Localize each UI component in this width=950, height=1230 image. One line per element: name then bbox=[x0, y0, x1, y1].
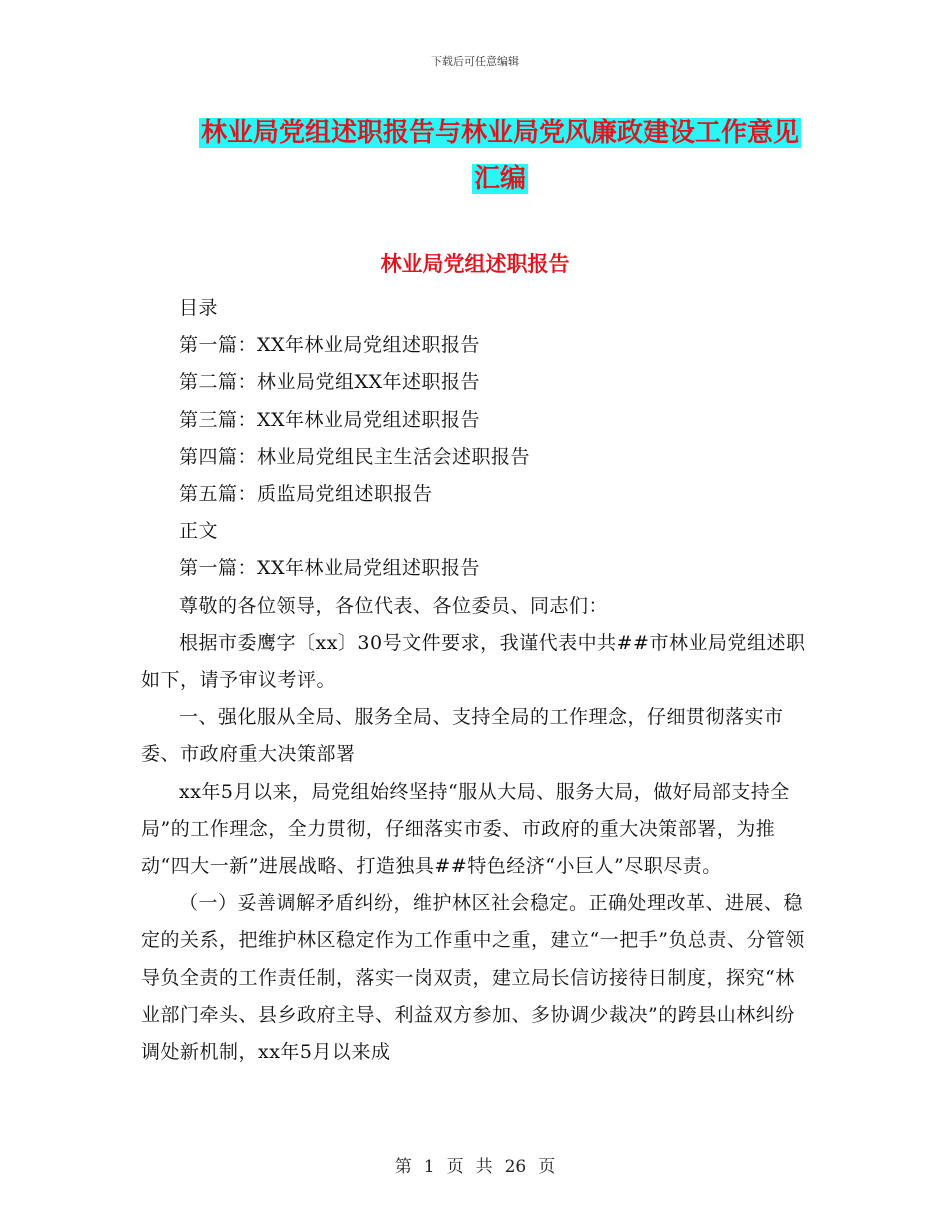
paragraph: （一）妥善调解矛盾纠纷，维护林区社会稳定。正确处理改革、进展、稳定的关系，把维护林区稳定作为工作重中之重，建立“一把手”负总责、分管领导负全责的工作责任制，落实一岗双责，建立局长信访接待日制度，探究“林业部门牵头、县乡政府主导、利益双方参加、多协调少裁决”的跨县山林纠纷调处新机制，xx年5月以来成 bbox=[141, 892, 805, 1064]
salutation: 尊敬的各位领导，各位代表、各位委员、同志们： bbox=[179, 594, 609, 617]
footer-page-label: 第 bbox=[394, 1157, 412, 1177]
document-title-line-2: 汇编 bbox=[473, 164, 526, 194]
page-footer bbox=[0, 1152, 950, 1177]
toc-item-4: 第四篇：林业局党组民主生活会述职报告 bbox=[179, 445, 531, 468]
header-note: 下载后可任意编辑 bbox=[431, 55, 519, 68]
toc-item-1: 第一篇：XX年林业局党组述职报告 bbox=[179, 334, 481, 357]
document-title-line-1: 林业局党组述职报告与林业局党风廉政建设工作意见 bbox=[200, 118, 799, 148]
toc-item-2: 第二篇：林业局党组XX年述职报告 bbox=[179, 371, 481, 394]
paragraph: xx年5月以来，局党组始终坚持“服从大局、服务大局，做好局部支持全局”的工作理念，全力贯彻，仔细落实市委、市政府的重大决策部署，为推动“四大一新”进展战略、打造独具##特色经济“小巨人”尽职尽责。 bbox=[141, 780, 790, 878]
body-heading: 正文 bbox=[179, 520, 219, 543]
section-title: 林业局党组述职报告 bbox=[380, 252, 570, 276]
paragraph: 根据市委鹰字〔xx〕30号文件要求，我谨代表中共##市林业局党组述职如下，请予审议考评。 bbox=[141, 631, 806, 692]
footer-total-label: 共 bbox=[475, 1157, 493, 1177]
footer-total-number: 26 bbox=[504, 1157, 527, 1177]
footer-page-number: 1 bbox=[423, 1157, 435, 1177]
footer-total-unit: 页 bbox=[538, 1157, 556, 1177]
footer-page-unit: 页 bbox=[446, 1157, 464, 1177]
paragraph: 一、强化服从全局、服务全局、支持全局的工作理念，仔细贯彻落实市委、市政府重大决策部署 bbox=[141, 706, 784, 766]
chapter-title: 第一篇：XX年林业局党组述职报告 bbox=[179, 557, 481, 580]
document-title bbox=[190, 110, 810, 202]
toc-item-3: 第三篇：XX年林业局党组述职报告 bbox=[179, 408, 481, 431]
toc-heading: 目录 bbox=[179, 297, 219, 319]
body-content bbox=[141, 290, 806, 1071]
toc-item-5: 第五篇：质监局党组述职报告 bbox=[179, 483, 433, 506]
